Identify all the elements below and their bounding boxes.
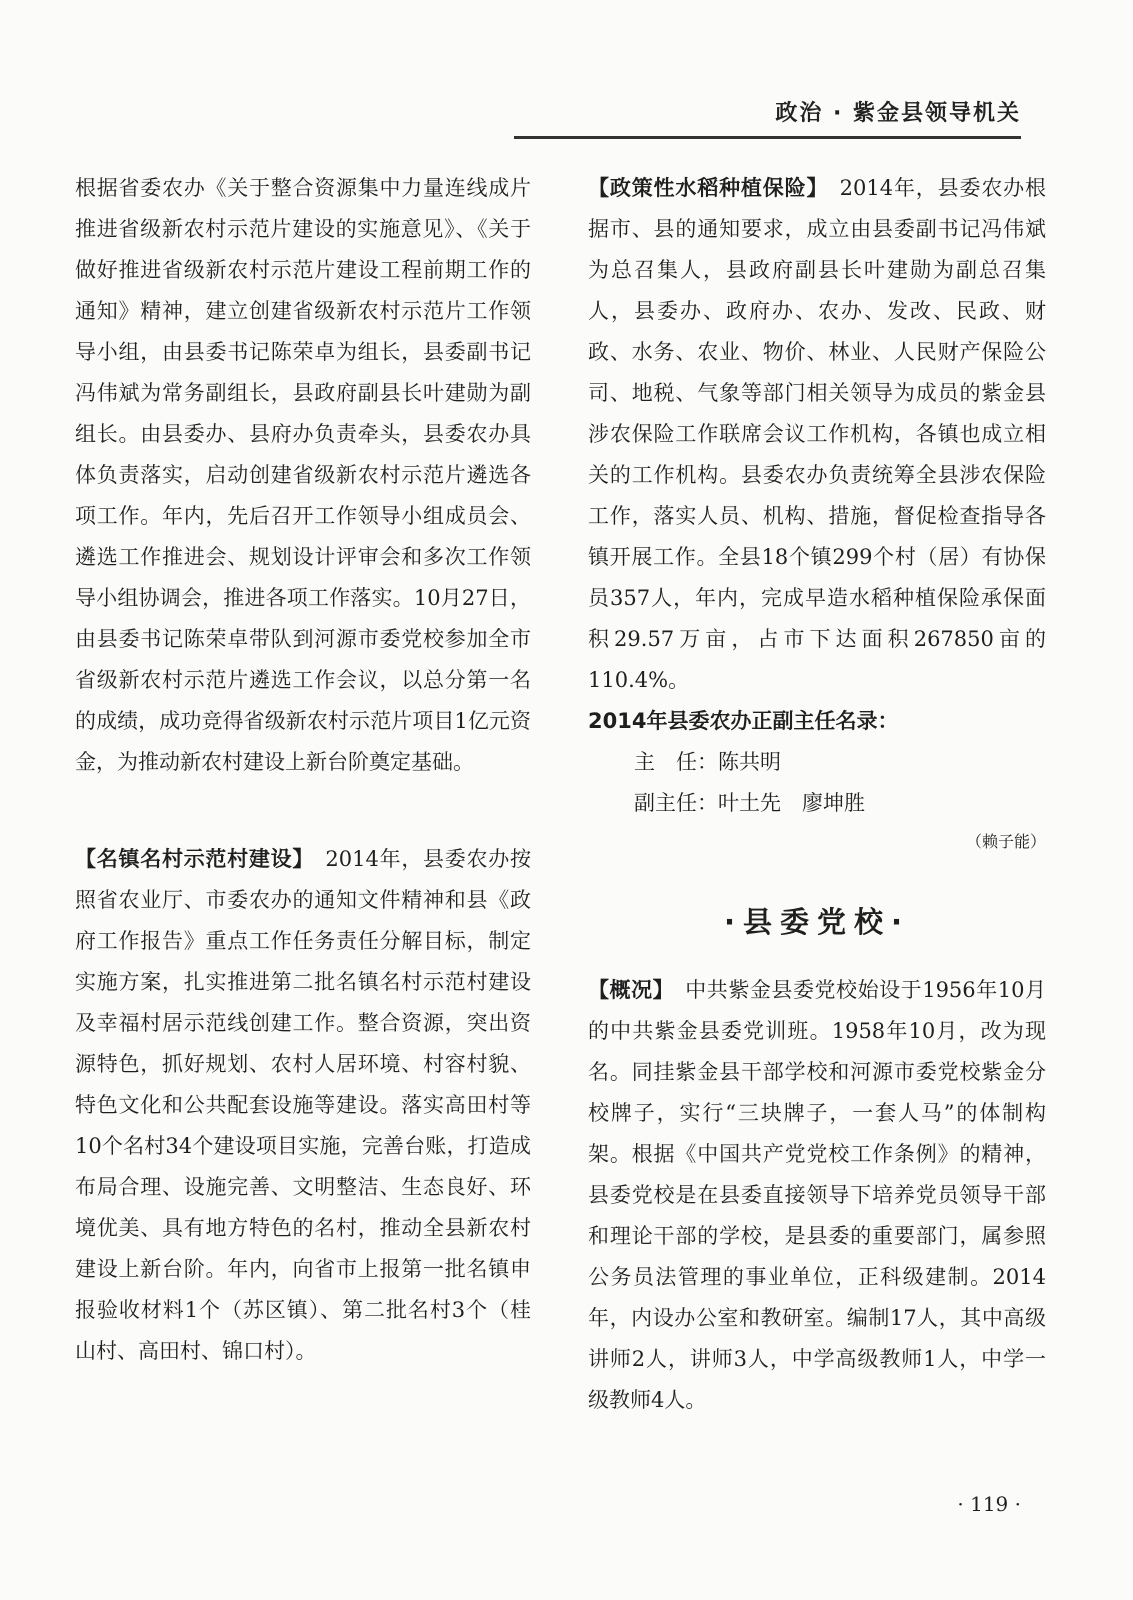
header-rule [514, 136, 1021, 139]
right-paragraph-2 [588, 970, 1046, 1421]
right-paragraph-1 [588, 168, 1046, 701]
roster-director: 主 任：陈共明 [634, 750, 781, 774]
left-column [75, 168, 531, 1372]
right-paragraph-1-body: 2014年，县委农办根据市、县的通知要求，成立由县委副书记冯伟斌为总召集人，县政府副县长叶建勋为副总召集人，县委办、政府办、农办、发改、民政、财政、水务、农业、物价、林业、人民财产保险公司、地税、气象等部门相关领导为成员的紫金县涉农保险工作联席会议工作机构，各镇也成立相关的工作机构。县委农办负责统筹全县涉农保险工作，落实人员、机构、措施，督促检查指导各镇开展工作。全县18个镇299个村（居）有协保员357人，年内，完成早造水稻种植保险承保面积29.57万亩，占市下达面积267850亩的110.4%。 [588, 176, 1047, 692]
paragraph-gap [75, 783, 531, 839]
running-header: 政治 · 紫金县领导机关 [775, 101, 1021, 126]
section-title: ·县委党校· [723, 905, 911, 939]
roster-deputy: 副主任：叶土先 廖坤胜 [634, 791, 865, 815]
page-number: · 119 · [957, 1492, 1021, 1516]
right-paragraph-1-heading: 【政策性水稻种植保险】 [588, 176, 818, 200]
right-column [588, 168, 1046, 1421]
left-paragraph-2 [75, 839, 531, 1372]
left-paragraph-2-body: 2014年，县委农办按照省农业厅、市委农办的通知文件精神和县《政府工作报告》重点工作任务责任分解目标，制定实施方案，扎实推进第二批名镇名村示范村建设及幸福村居示范线创建工作。整合资源，突出资源特色，抓好规划、农村人居环境、村容村貌、特色文化和公共配套设施等建设。落实高田村等10个名村34个建设项目实施，完善台账，打造成布局合理、设施完善、文明整洁、生态良好、环境优美、具有地方特色的名村，推动全县新农村建设上新台阶。年内，向省市上报第一批名镇申报验收材料1个（苏区镇）、第二批名村3个（桂山村、高田村、锦口村）。 [75, 847, 532, 1363]
roster-title: 2014年县委农办正副主任名录： [588, 709, 899, 733]
left-paragraph-2-heading: 【名镇名村示范村建设】 [75, 847, 304, 871]
author-credit: （赖子能） [965, 832, 1046, 851]
left-paragraph-1: 根据省委农办《关于整合资源集中力量连线成片推进省级新农村示范片建设的实施意见》、《关于做好推进省级新农村示范片建设工程前期工作的通知》精神，建立创建省级新农村示范片工作领导小组，由县委书记陈荣卓为组长，县委副书记冯伟斌为常务副组长，县政府副县长叶建勋为副组长。由县委办、县府办负责牵头，县委农办具体负责落实，启动创建省级新农村示范片遴选各项工作。年内，先后召开工作领导小组成员会、遴选工作推进会、规划设计评审会和多次工作领导小组协调会，推进各项工作落实。10月27日，由县委书记陈荣卓带队到河源市委党校参加全市省级新农村示范片遴选工作会议，以总分第一名的成绩，成功竞得省级新农村示范片项目1亿元资金，为推动新农村建设上新台阶奠定基础。 [75, 176, 531, 774]
right-paragraph-2-heading: 【概况】 [588, 978, 664, 1002]
right-paragraph-2-body: 中共紫金县委党校始设于1956年10月的中共紫金县委党训班。1958年10月，改为现名。同挂紫金县干部学校和河源市委党校紫金分校牌子，实行“三块牌子，一套人马”的体制构架。根据《中国共产党党校工作条例》的精神，县委党校是在县委直接领导下培养党员领导干部和理论干部的学校，是县委的重要部门，属参照公务员法管理的事业单位，正科级建制。2014年，内设办公室和教研室。编制17人，其中高级讲师2人，讲师3人，中学高级教师1人，中学一级教师4人。 [588, 978, 1047, 1412]
